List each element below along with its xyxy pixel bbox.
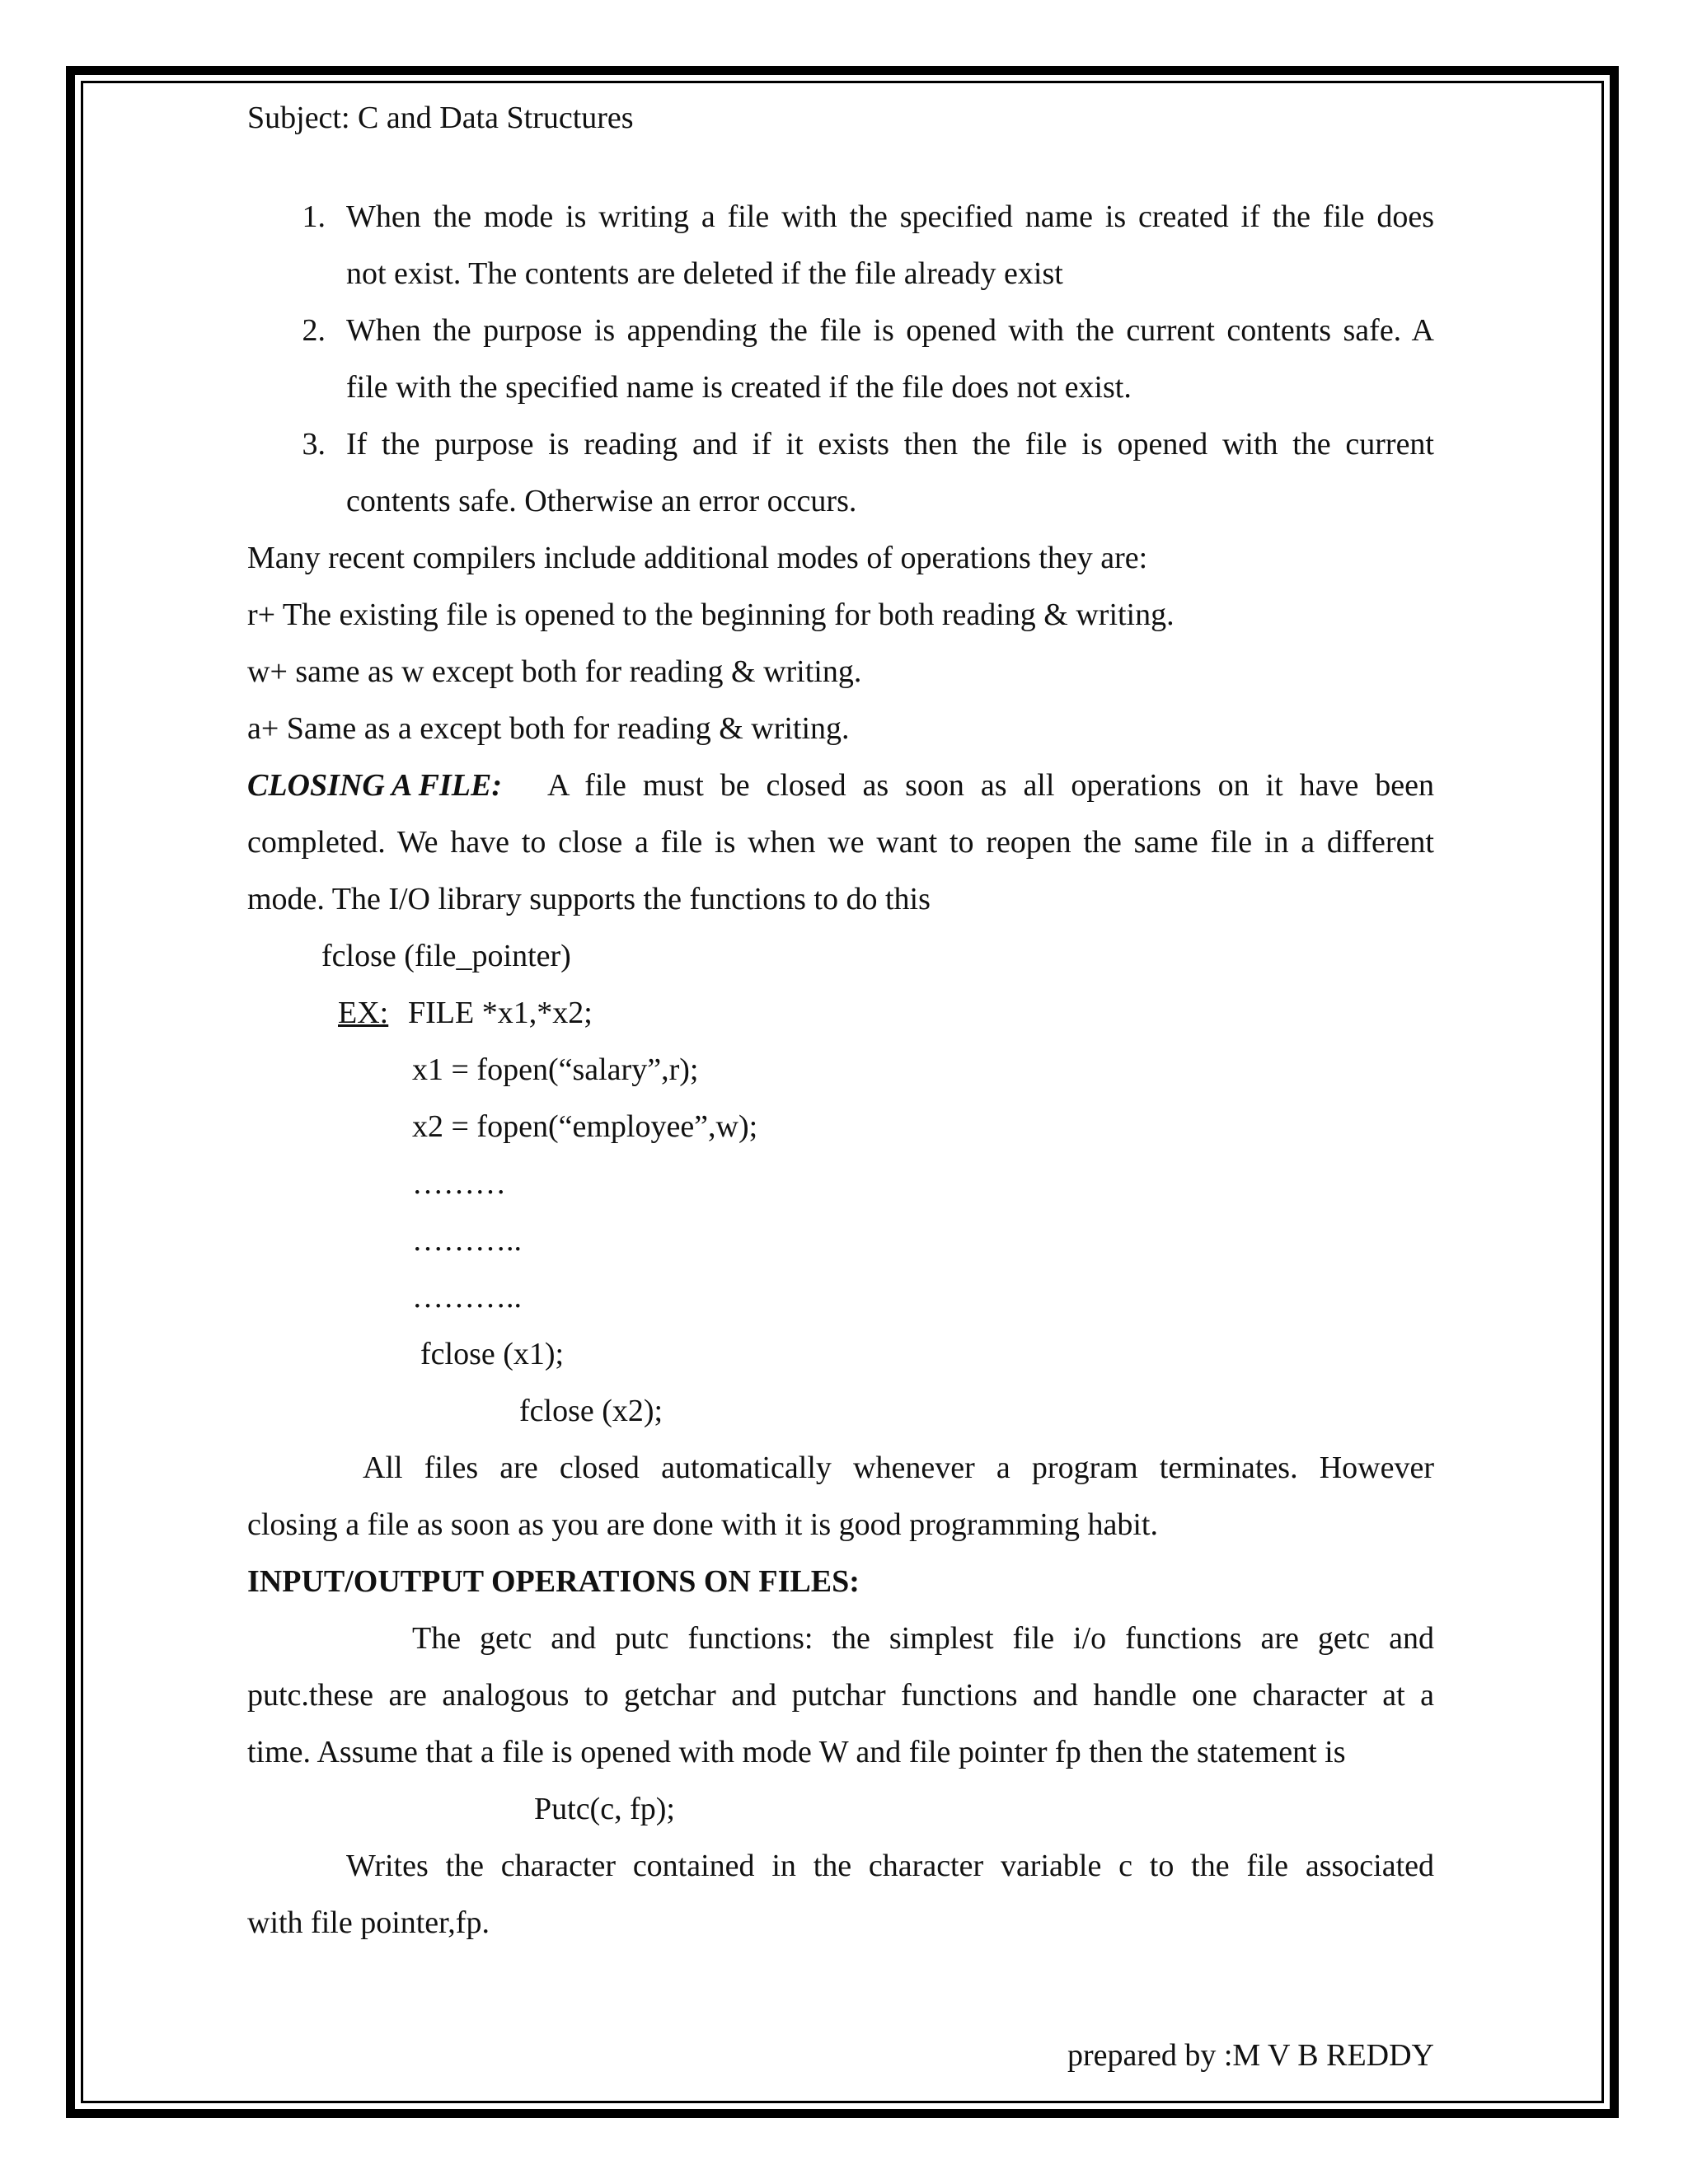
io-line-2: putc.these are analogous to getchar and putchar functions and handle one character at a — [247, 1678, 1434, 1713]
list-number-1: 1. — [302, 199, 326, 234]
list-item-1-line-2: not exist. The contents are deleted if the file already exist — [346, 256, 1063, 291]
closing-heading: CLOSING A FILE: — [247, 768, 502, 803]
putc-statement: Putc(c, fp); — [534, 1792, 675, 1826]
writes-line-1: Writes the character contained in the character variable c to the file associated — [346, 1849, 1434, 1883]
code-ellipsis-1: ……… — [412, 1166, 506, 1201]
example-label: EX: — [338, 996, 389, 1030]
closing-line-1: A file must be closed as soon as all operations on it have been — [547, 768, 1434, 803]
example-declaration: FILE *x1,*x2; — [408, 996, 593, 1030]
list-item-1-line-1: When the mode is writing a file with the specified name is created if the file does — [346, 199, 1434, 234]
list-item-2-line-1: When the purpose is appending the file is opened with the current contents safe. A — [346, 313, 1434, 348]
list-item-2-line-2: file with the specified name is created if the file does not exist. — [346, 370, 1132, 405]
code-ellipsis-3: ……….. — [412, 1280, 522, 1315]
writes-line-2: with file pointer,fp. — [247, 1905, 490, 1940]
closing-note-line-2: closing a file as soon as you are done with it is good programming habit. — [247, 1507, 1158, 1542]
mode-r-plus: r+ The existing file is opened to the beginning for both reading & writing. — [247, 598, 1175, 632]
modes-intro: Many recent compilers include additional modes of operations they are: — [247, 541, 1148, 575]
code-line-fopen-employee: x2 = fopen(“employee”,w); — [412, 1109, 758, 1144]
fclose-syntax: fclose (file_pointer) — [321, 939, 571, 973]
mode-w-plus: w+ same as w except both for reading & writing. — [247, 654, 862, 689]
prepared-by-footer: prepared by :M V B REDDY — [1067, 2038, 1434, 2073]
closing-line-3: mode. The I/O library supports the functions to do this — [247, 882, 931, 916]
code-fclose-x2: fclose (x2); — [519, 1394, 663, 1428]
code-fclose-x1: fclose (x1); — [420, 1337, 565, 1371]
io-line-3: time. Assume that a file is opened with mode W and file pointer fp then the statement is — [247, 1735, 1346, 1769]
mode-a-plus: a+ Same as a except both for reading & writing. — [247, 711, 850, 746]
list-number-2: 2. — [302, 313, 326, 348]
io-heading: INPUT/OUTPUT OPERATIONS ON FILES: — [247, 1564, 860, 1599]
list-item-3-line-2: contents safe. Otherwise an error occurs. — [346, 484, 857, 518]
code-ellipsis-2: ……….. — [412, 1223, 522, 1258]
subject-header: Subject: C and Data Structures — [247, 101, 634, 135]
list-item-3-line-1: If the purpose is reading and if it exists then the file is opened with the current — [346, 427, 1434, 462]
list-number-3: 3. — [302, 427, 326, 462]
closing-line-2: completed. We have to close a file is when we want to reopen the same file in a different — [247, 825, 1434, 860]
io-line-1: The getc and putc functions: the simplest file i/o functions are getc and — [412, 1621, 1434, 1656]
closing-note-line-1: All files are closed automatically whenever a program terminates. However — [363, 1451, 1434, 1485]
code-line-fopen-salary: x1 = fopen(“salary”,r); — [412, 1052, 699, 1087]
